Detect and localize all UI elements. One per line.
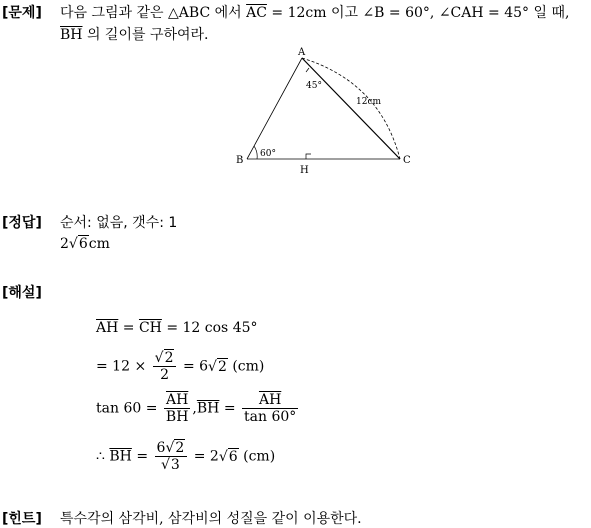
expr-2-radicand: 2	[217, 358, 227, 375]
expr-2a: = 12 ×	[96, 358, 147, 375]
side-ac-label: 12cm	[356, 97, 382, 107]
frac3-num: $\overline{AH}$	[165, 392, 189, 408]
hint-label: [힌트]	[2, 511, 42, 527]
answer-radicand: 6	[78, 236, 88, 252]
therefore: ∴	[96, 448, 105, 465]
frac-sqrt2-over-2: $\frac{√2}{2}$	[153, 350, 177, 383]
expr-3a: tan 60	[96, 400, 142, 417]
problem-text-b: = 12cm 이고 ∠B = 60°, ∠CAH = 45° 일 때,	[271, 5, 570, 21]
eq-3: =	[145, 400, 158, 417]
problem-line-1	[60, 2, 569, 22]
vertex-b: B	[236, 155, 244, 166]
problem-label: [문제]	[2, 5, 42, 21]
frac4-den-radicand: 3	[170, 457, 180, 473]
seg-ah: $\overline{AH}$	[96, 320, 119, 336]
answer-line-1: 순서: 없음, 갯수: 1	[60, 215, 178, 231]
frac-ah-over-tan	[242, 392, 298, 425]
solution-line-1	[96, 320, 258, 336]
solution-line-3	[96, 392, 300, 425]
triangle-figure	[230, 42, 420, 182]
angle-mark-b	[254, 146, 257, 159]
answer-value	[60, 236, 110, 252]
problem-text-a: 다음 그림과 같은 △ABC 에서	[60, 5, 242, 21]
frac3-den: BH	[165, 409, 189, 425]
eq-3b: =	[223, 400, 236, 417]
segment-bh: $\overline{BH}$	[60, 27, 83, 43]
frac3b-num: $\overline{AH}$	[258, 392, 282, 408]
problem-line-2	[60, 24, 209, 44]
unit-4: (cm)	[243, 448, 276, 465]
expr-2b: = 6	[182, 358, 209, 375]
vertex-h: H	[300, 165, 309, 176]
frac-num-radicand: 2	[164, 350, 174, 366]
frac4-num-coef: 6	[156, 440, 166, 456]
solution-label: [해설]	[2, 285, 42, 301]
vertex-a: A	[298, 47, 306, 58]
seg-ch: $\overline{CH}$	[138, 320, 162, 336]
expr-1: = 12 cos 45°	[166, 320, 258, 336]
seg-bh-4: $\overline{BH}$	[109, 448, 132, 465]
side-ab	[247, 58, 302, 159]
expr-4b: = 2	[193, 448, 219, 465]
solution-line-2: = 12 × $\frac{√2}{2}$ = 6√2 (cm)	[96, 350, 265, 383]
side-ac	[302, 58, 400, 159]
expr-4-radicand: 6	[228, 448, 238, 465]
angle-mark-a	[306, 68, 309, 72]
angle-b-label: 60°	[260, 149, 276, 159]
eq-1: =	[122, 320, 135, 336]
comma-3: ,	[192, 400, 197, 417]
frac-ah-over-bh	[164, 392, 191, 425]
frac-6sqrt2-over-sqrt3: $\frac{6√2}{√3}$	[155, 440, 188, 473]
answer-sqrt: √6	[68, 236, 88, 252]
hint-text: 특수각의 삼각비, 삼각비의 성질을 같이 이용한다.	[60, 511, 362, 527]
unit-2: (cm)	[232, 358, 265, 375]
solution-line-4: ∴ $\overline{BH}$ = $\frac{6√2}{√3}$ = 2√6 (cm)	[96, 440, 276, 473]
right-angle-mark	[306, 154, 311, 159]
vertex-c: C	[403, 155, 411, 166]
frac4-num-radicand: 2	[175, 440, 185, 456]
problem-text-c: 의 길이를 구하여라.	[86, 27, 209, 43]
angle-a-label: 45°	[306, 81, 322, 91]
answer-unit: cm	[88, 236, 110, 252]
frac3b-den: tan 60°	[244, 409, 297, 425]
segment-ac: $\overline{AC}$	[246, 5, 267, 21]
seg-bh-3: $\overline{BH}$	[196, 400, 220, 417]
answer-coef: 2	[60, 236, 69, 252]
frac-den: 2	[160, 367, 170, 383]
eq-4: =	[136, 448, 149, 465]
answer-label: [정답]	[2, 215, 42, 231]
